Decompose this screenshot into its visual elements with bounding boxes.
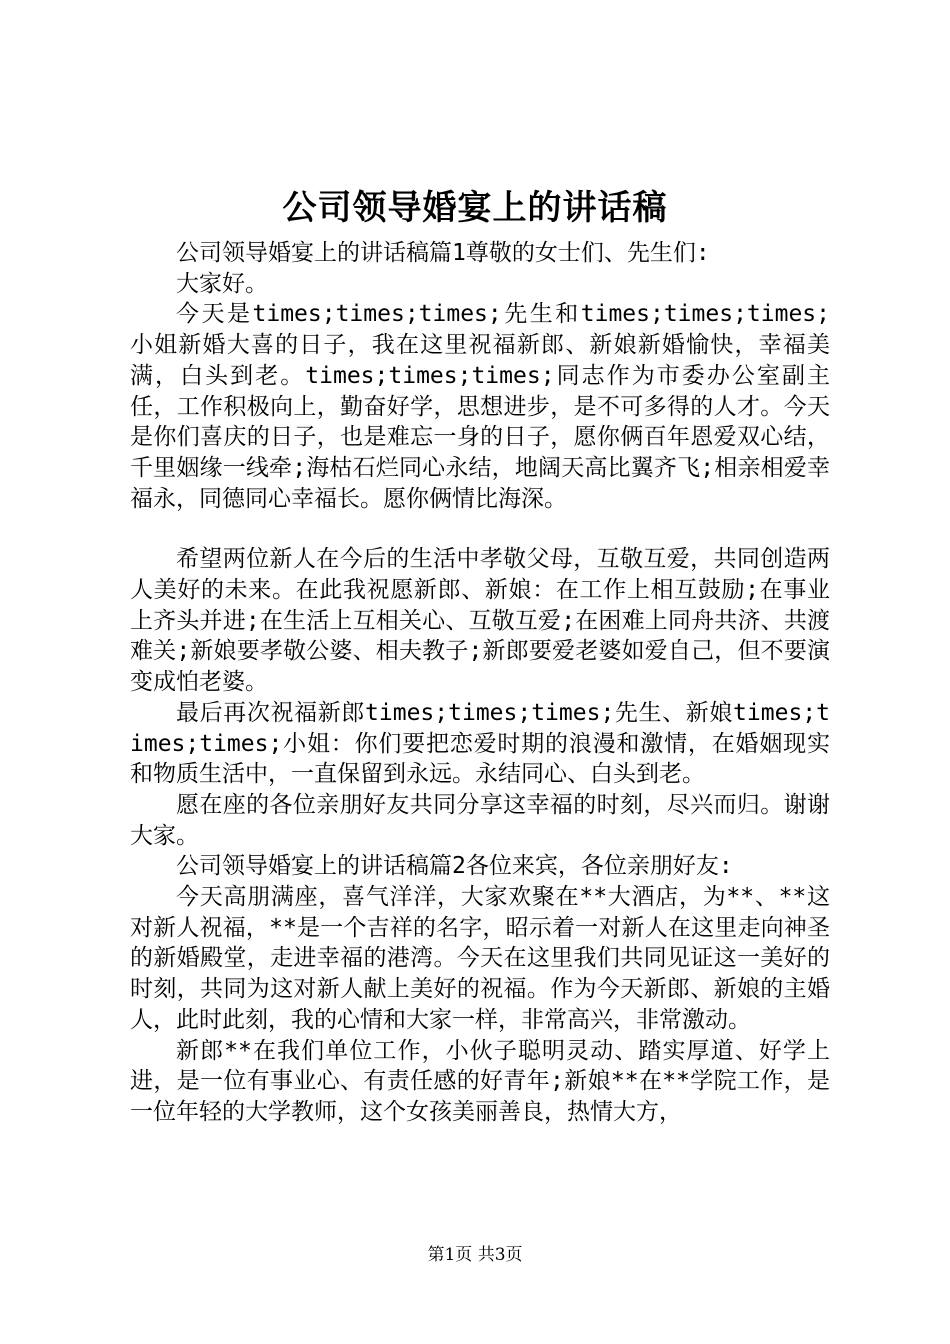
paragraph-couple-intro: 新郎**在我们单位工作，小伙子聪明灵动、踏实厚道、好学上进，是一位有事业心、有责任感的好青年;新娘**在**学院工作，是一位年轻的大学教师，这个女孩美丽善良，热情大方， — [130, 1037, 830, 1125]
document-title: 公司领导婚宴上的讲话稿 — [282, 188, 668, 228]
document-body — [130, 238, 830, 1128]
page-number-footer: 第1页 共3页 — [427, 1245, 523, 1265]
paragraph-wedding-blessing: 今天是times;times;times;先生和times;times;times;小姐新婚大喜的日子，我在这里祝福新郎、新娘新婚愉快，幸福美满，白头到老。times;times;times;同志作为市委办公室副主任，工作积极向上，勤奋好学，思想进步，是不可多得的人才。今天是你们喜庆的日子，也是难忘一身的日子，愿你俩百年恩爱双心结，千里姻缘一线牵;海枯石烂同心永结，地阔天高比翼齐飞;相亲相爱幸福永，同德同心幸福长。愿你俩情比海深。 — [130, 301, 830, 512]
paragraph-hello: 大家好。 — [176, 270, 268, 297]
paragraph-speech1-greeting: 公司领导婚宴上的讲话稿篇1尊敬的女士们、先生们: — [176, 240, 710, 266]
paragraph-hopes: 希望两位新人在今后的生活中孝敬父母，互敬互爱，共同创造两人美好的未来。在此我祝愿新郎、新娘：在工作上相互鼓励;在事业上齐头并进;在生活上互相关心、互敬互爱;在困难上同舟共济、共渡难关;新娘要孝敬公婆、相夫教子;新郎要爱老婆如爱自己，但不要演变成怕老婆。 — [130, 546, 830, 696]
paragraph-celebration: 今天高朋满座，喜气洋洋，大家欢聚在**大酒店，为**、**这对新人祝福，**是一个吉祥的名字，昭示着一对新人在这里走向神圣的新婚殿堂，走进幸福的港湾。今天在这里我们共同见证这一美好的时刻，共同为这对新人献上美好的祝福。作为今天新郎、新娘的主婚人，此时此刻，我的心情和大家一样，非常高兴，非常激动。 — [130, 884, 830, 1033]
paragraph-final-blessing: 最后再次祝福新郎times;times;times;先生、新娘times;times;times;小姐：你们要把恋爱时期的浪漫和激情，在婚姻现实和物质生活中，一直保留到永远。永结同心、白头到老。 — [130, 699, 830, 788]
paragraph-thanks: 愿在座的各位亲朋好友共同分享这幸福的时刻，尽兴而归。谢谢大家。 — [130, 791, 830, 849]
paragraph-speech2-greeting: 公司领导婚宴上的讲话稿篇2各位来宾，各位亲朋好友: — [176, 853, 733, 880]
